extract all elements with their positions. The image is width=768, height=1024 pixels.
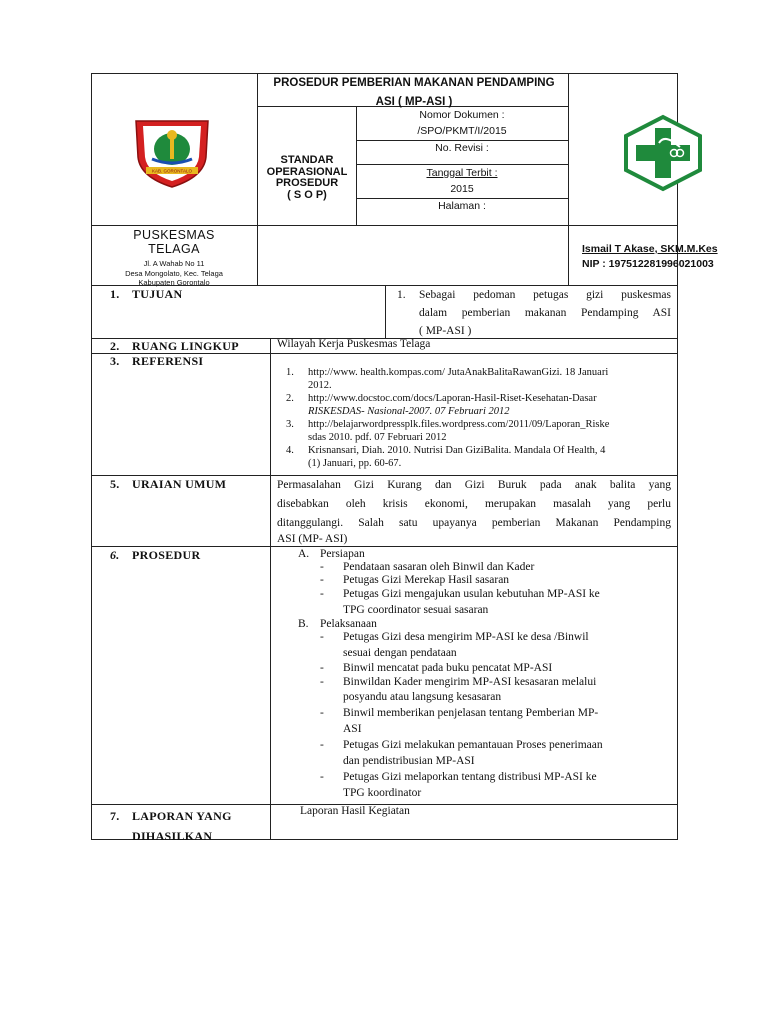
reference-line: http://www. health.kompas.com/ JutaAnakBalitaRawanGizi. 18 Januari bbox=[308, 367, 609, 378]
uraian-number: 5. bbox=[110, 477, 120, 491]
no-revisi-label: No. Revisi : bbox=[435, 142, 489, 154]
list-item bbox=[320, 769, 670, 785]
list-item bbox=[320, 574, 670, 587]
list-item-text: Pendataan sasaran oleh Binwil dan Kader bbox=[343, 561, 535, 573]
list-item-continuation: TPG koordinator bbox=[343, 786, 422, 799]
list-item bbox=[320, 662, 670, 675]
reference-line: http://www.docstoc.com/docs/Laporan-Hasil-Riset-Kesehatan-Dasar bbox=[308, 393, 597, 404]
sop-label-line2: OPERASIONAL bbox=[266, 165, 348, 178]
list-dash: - bbox=[320, 738, 324, 751]
laporan-label-line1: LAPORAN YANG bbox=[132, 809, 232, 823]
puskesmas-block bbox=[92, 228, 256, 288]
uraian-text bbox=[277, 476, 671, 546]
pelaksanaan-list bbox=[320, 630, 670, 801]
sop-label-line4: ( S O P) bbox=[287, 188, 327, 201]
nomor-dokumen-value: /SPO/PKMT/I/2015 bbox=[417, 125, 507, 137]
list-item bbox=[320, 561, 670, 574]
reference-line: 2012. bbox=[308, 379, 332, 391]
tujuan-label: TUJUAN bbox=[132, 287, 183, 301]
list-item-continuation: dan pendistribusian MP-ASI bbox=[343, 754, 475, 767]
tujuan-text bbox=[419, 286, 671, 340]
reference-item bbox=[286, 419, 666, 444]
body-column-divider bbox=[270, 338, 271, 839]
list-item bbox=[320, 705, 670, 721]
nomor-dokumen-cell bbox=[357, 107, 567, 139]
uraian-line: disebabkan oleh krisis ekonomi, merupakan masalah yang perlu bbox=[277, 498, 671, 510]
list-dash: - bbox=[320, 573, 324, 586]
reference-line: http://belajarwordpressplk.files.wordpress.com/2011/09/Laporan_Riske bbox=[308, 419, 610, 430]
pelaksanaan-letter: B. bbox=[298, 618, 309, 630]
persiapan-label: Persiapan bbox=[320, 548, 365, 560]
persiapan-letter: A. bbox=[298, 548, 310, 560]
reference-line: RISKESDAS- Nasional-2007. 07 Februari 2012 bbox=[308, 405, 510, 417]
body-border-right bbox=[677, 285, 678, 840]
list-item-text: Petugas Gizi Merekap Hasil sasaran bbox=[343, 573, 510, 586]
header-border-mid bbox=[91, 225, 678, 226]
health-cross-logo bbox=[622, 114, 704, 192]
list-item-text: Petugas Gizi mengajukan usulan kebutuhan MP-ASI ke bbox=[343, 588, 600, 600]
ruang-number: 2. bbox=[110, 339, 120, 353]
address-line1: Jl. A Wahab No 11 bbox=[143, 259, 205, 268]
referensi-label: REFERENSI bbox=[132, 354, 204, 368]
list-dash: - bbox=[320, 561, 324, 573]
tujuan-line1: Sebagai pedoman petugas gizi puskesmas bbox=[419, 289, 671, 301]
list-item-text: Binwildan Kader mengirim MP-ASI kesasaran melalui bbox=[343, 675, 597, 688]
sop-label-line1: STANDAR bbox=[280, 154, 334, 166]
reference-number: 2. bbox=[286, 393, 294, 404]
uraian-label: URAIAN UMUM bbox=[132, 477, 227, 491]
list-item-continuation: posyandu atau langsung kesasaran bbox=[343, 690, 502, 703]
row-line-prosedur bbox=[91, 546, 678, 547]
uraian-line: ditanggulangi. Salah satu upayanya pemberian Makanan Pendamping bbox=[277, 517, 671, 529]
laporan-label-line2: DIHASILKAN bbox=[132, 829, 213, 843]
address-line3: Kabupaten Gorontalo bbox=[138, 278, 210, 287]
halaman-label: Halaman : bbox=[438, 200, 486, 212]
pelaksanaan-label: Pelaksanaan bbox=[320, 618, 377, 630]
list-item-continuation: ASI bbox=[343, 722, 362, 735]
sop-label-line3: PROSEDUR bbox=[275, 177, 339, 189]
referensi-number: 3. bbox=[110, 354, 120, 368]
list-dash: - bbox=[320, 588, 324, 600]
list-item-continuation: TPG coordinator sesuai sasaran bbox=[343, 604, 489, 616]
tanggal-terbit-cell bbox=[357, 165, 567, 197]
list-item-text: Petugas Gizi desa mengirim MP-ASI ke desa /Binwil bbox=[343, 631, 589, 643]
tujuan-line2: dalam pemberian makanan Pendamping ASI bbox=[419, 307, 671, 319]
tanggal-terbit-label: Tanggal Terbit : bbox=[426, 167, 498, 179]
list-dash: - bbox=[320, 706, 324, 719]
tanggal-terbit-value: 2015 bbox=[450, 183, 474, 195]
signer-block bbox=[582, 242, 752, 272]
nomor-dokumen-label: Nomor Dokumen : bbox=[419, 109, 505, 121]
list-item-text: Binwil mencatat pada buku pencatat MP-ASI bbox=[343, 662, 553, 674]
prosedur-number: 6. bbox=[110, 548, 120, 562]
list-dash: - bbox=[320, 631, 324, 643]
logo-banner-text: KAB. GORONTALO bbox=[152, 168, 192, 174]
reference-line: (1) Januari, pp. 60-67. bbox=[308, 457, 402, 469]
reference-number: 1. bbox=[286, 367, 294, 378]
signer-name: Ismail T Akase, SKM.M.Kes bbox=[582, 243, 718, 255]
list-dash: - bbox=[320, 770, 324, 783]
reference-item bbox=[286, 445, 666, 470]
ruang-label: RUANG LINGKUP bbox=[132, 339, 239, 353]
signer-nip: NIP : 197512281996021003 bbox=[582, 258, 714, 270]
document-title-line2: ASI ( MP-ASI ) bbox=[375, 96, 453, 108]
puskesmas-location: TELAGA bbox=[148, 242, 200, 256]
uraian-line: ASI (MP- ASI) bbox=[277, 533, 348, 545]
list-item bbox=[320, 586, 670, 602]
reference-line: Krisnansari, Diah. 2010. Nutrisi Dan GiziBalita. Mandala Of Health, 4 bbox=[308, 445, 606, 456]
list-item bbox=[320, 630, 670, 645]
sop-label bbox=[258, 155, 356, 201]
reference-list bbox=[286, 367, 666, 470]
laporan-number: 7. bbox=[110, 809, 120, 823]
laporan-label bbox=[132, 806, 232, 846]
reference-line: sdas 2010. pdf. 07 Februari 2012 bbox=[308, 431, 447, 443]
list-item-continuation: sesuai dengan pendataan bbox=[343, 647, 457, 659]
body-border-left bbox=[91, 285, 92, 840]
list-item bbox=[320, 737, 670, 753]
persiapan-list bbox=[320, 561, 670, 619]
list-dash: - bbox=[320, 675, 324, 688]
reference-number: 4. bbox=[286, 445, 294, 456]
address-line2: Desa Mongolato, Kec. Telaga bbox=[125, 268, 223, 278]
tujuan-number: 1. bbox=[110, 287, 120, 301]
ruang-text: Wilayah Kerja Puskesmas Telaga bbox=[277, 338, 431, 350]
header-divider-b bbox=[568, 73, 569, 285]
document-title-line1: PROSEDUR PEMBERIAN MAKANAN PENDAMPING bbox=[273, 77, 555, 89]
list-dash: - bbox=[320, 662, 324, 674]
list-item-text: Binwil memberikan penjelasan tentang Pemberian MP- bbox=[343, 706, 599, 719]
list-item bbox=[320, 675, 670, 690]
uraian-line: Permasalahan Gizi Kurang dan Gizi Buruk pada anak balita yang bbox=[277, 479, 671, 491]
kabupaten-logo bbox=[130, 117, 214, 189]
tujuan-line3: ( MP-ASI ) bbox=[419, 325, 472, 337]
laporan-text: Laporan Hasil Kegiatan bbox=[300, 805, 410, 817]
tujuan-divider bbox=[385, 285, 386, 338]
reference-item bbox=[286, 393, 666, 418]
list-item-text: Petugas Gizi melakukan pemantauan Proses penerimaan bbox=[343, 738, 603, 751]
list-item-text: Petugas Gizi melaporkan tentang distribusi MP-ASI ke bbox=[343, 770, 597, 783]
reference-number: 3. bbox=[286, 419, 294, 430]
reference-item bbox=[286, 367, 666, 392]
puskesmas-name: PUSKESMAS bbox=[133, 228, 215, 242]
prosedur-label: PROSEDUR bbox=[132, 548, 201, 562]
tujuan-item-number: 1. bbox=[397, 289, 406, 301]
